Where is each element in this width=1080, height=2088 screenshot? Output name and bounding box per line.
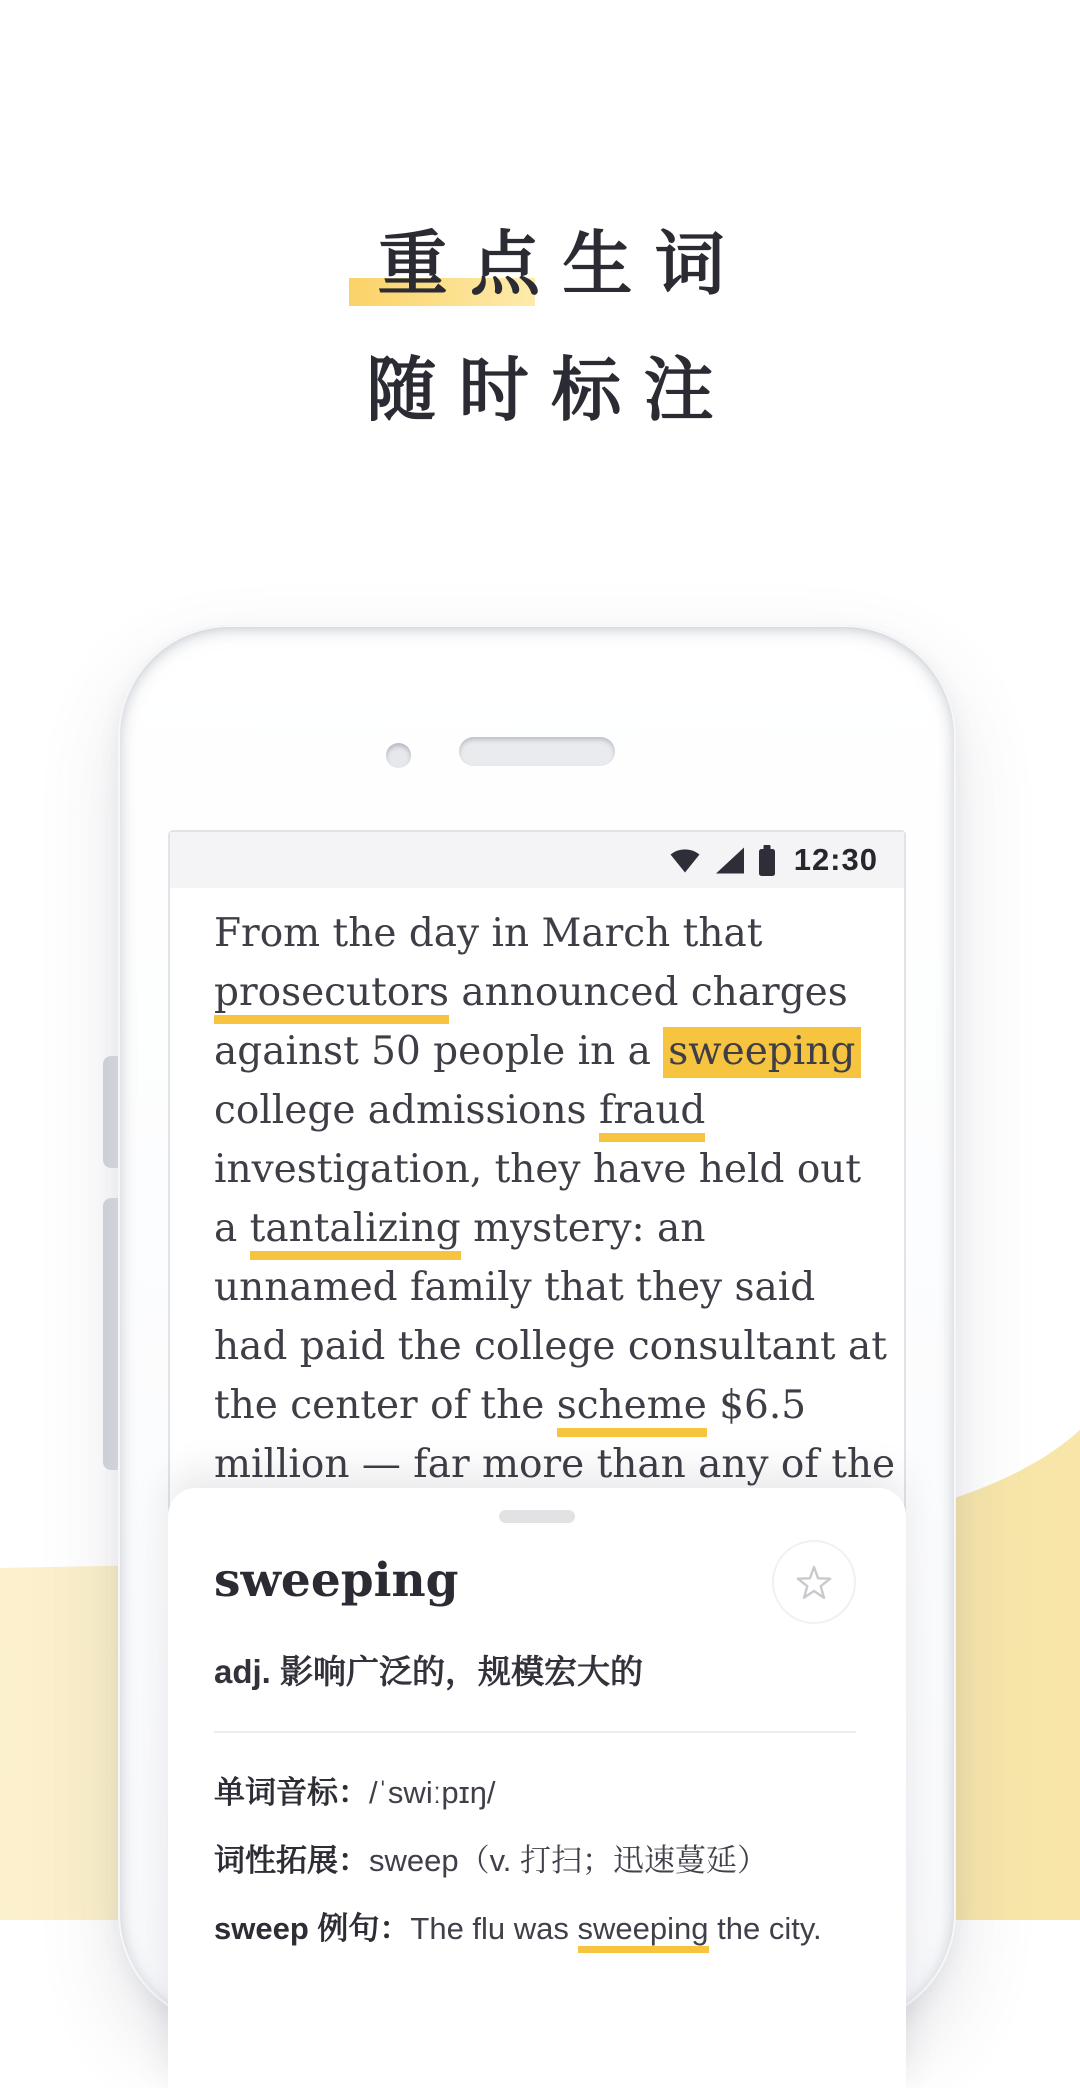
sheet-drag-handle[interactable] [499,1510,575,1523]
text-segment: had paid the college consultant at [214,1324,887,1369]
underlined-word[interactable]: prosecutors [214,970,449,1024]
phonetic-row [214,1775,856,1811]
phone-screen [168,830,906,2029]
battery-icon [757,845,777,876]
favorite-button[interactable] [772,1540,856,1624]
hero-title-line1-text: 重点生词 [377,225,748,303]
underlined-word[interactable]: sweeping [578,1911,709,1953]
text-segment: million — far more than any of the [214,1442,896,1487]
text-segment: /ˈswiːpɪŋ/ [369,1775,496,1810]
text-segment: 单词音标： [214,1775,369,1810]
star-icon [795,1563,833,1601]
text-segment: investigation, they have held out [214,1147,862,1192]
highlighted-word[interactable]: sweeping [663,1027,861,1078]
article-line [214,1081,884,1140]
text-segment: sweep 例句： [214,1911,411,1946]
word-form-row [214,1843,856,1879]
earpiece-speaker [459,737,615,766]
underlined-word[interactable]: tantalizing [250,1206,461,1260]
text-segment: unnamed family that they said [214,1265,816,1310]
status-bar [170,832,904,888]
underlined-word[interactable]: scheme [557,1383,707,1437]
article-line [214,904,884,963]
sheet-header [214,1546,856,1624]
phone-mockup [118,625,956,2025]
word-definition: adj. 影响广泛的，规模宏大的 [214,1653,644,1690]
text-segment: against 50 people in a [214,1029,664,1074]
article-line [214,1258,884,1317]
article-line [214,1199,884,1258]
article-line [214,1435,896,1494]
cellular-signal-icon [714,847,744,874]
text-segment: announced charges [448,970,848,1015]
hero-title-line1 [0,225,1080,303]
status-time: 12:30 [793,842,878,877]
text-segment: 词性拓展： [214,1843,369,1878]
wifi-icon [669,847,701,874]
article-line [214,963,884,1022]
text-segment: $6.5 [706,1383,807,1428]
text-segment: the city. [708,1911,822,1946]
word-info-rows [214,1775,856,1947]
text-segment: college admissions [214,1088,599,1133]
divider [214,1731,856,1733]
article-line [214,1317,887,1376]
text-segment: mystery: an [460,1206,706,1251]
article-line [214,1376,884,1435]
article-line [214,1022,884,1081]
article-line [214,1140,884,1199]
text-segment: the center of the [214,1383,557,1428]
front-camera-icon [386,743,411,768]
text-segment: a [214,1206,250,1251]
hero-title [0,225,1080,429]
text-segment: From the day in March that [214,911,763,956]
article-text [170,888,904,1494]
hero-title-line2: 随时标注 [366,351,736,429]
word-title: sweeping [214,1553,459,1608]
text-segment: The flu was [410,1911,578,1946]
example-row [214,1911,856,1947]
text-segment: sweep（v. 打扫；迅速蔓延） [369,1843,769,1878]
word-card-sheet [168,1488,906,2088]
underlined-word[interactable]: fraud [599,1088,705,1142]
